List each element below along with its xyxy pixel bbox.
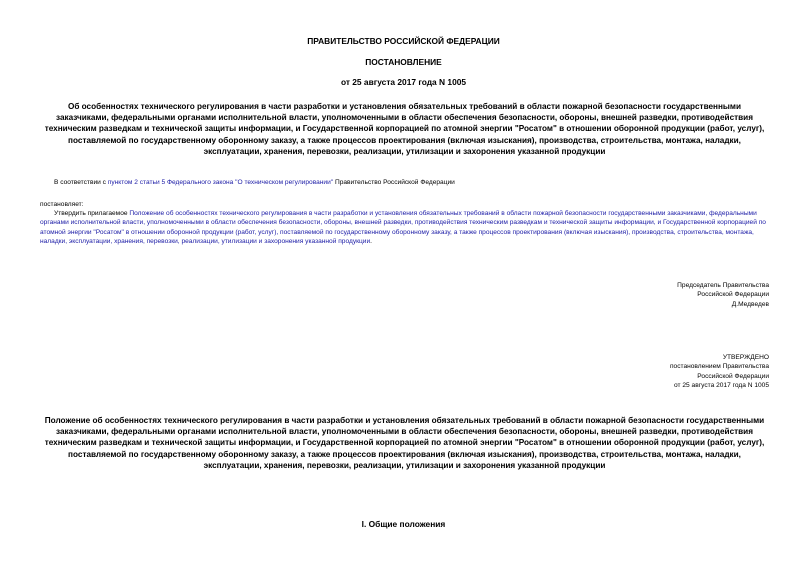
- approved-label: УТВЕРЖДЕНО: [722, 354, 769, 361]
- approved-block: [469, 353, 769, 391]
- regulation-title: Положение об особенностях технического регулирования в части разработки и установления обязательных требований в области пожарной безопасности государственными заказчиками, федеральными органами исполнительной власти, уполномоченными в области обеспечения безопасности, обороны, внешней разведки, противодействия техническим разведкам и технической защиты информации, и Государственной корпорацией по атомной энергии "Росатом" в отношении оборонной продукции (работ, услуг), поставляемой по государственному оборонному заказу, а также процессов проектирования (включая изыскания), производства, строительства, монтажа, наладки, эксплуатации, хранения, перевозки, реализации, утилизации и захоронения указанной продукции: [44, 416, 765, 470]
- approved-country: Российской Федерации: [697, 372, 769, 380]
- government-heading: ПРАВИТЕЛЬСТВО РОССИЙСКОЙ ФЕДЕРАЦИИ: [307, 36, 500, 46]
- resolves-text: постановляет:: [40, 201, 84, 208]
- preamble-prefix: В соответствии с: [54, 179, 108, 186]
- decree-date-number: от 25 августа 2017 года N 1005: [340, 77, 467, 87]
- approved-by: постановлением Правительства: [669, 363, 769, 371]
- signature-country: Российской Федерации: [697, 291, 769, 299]
- preamble-paragraph: [54, 178, 774, 187]
- signature-position: Председатель Правительства: [677, 282, 769, 289]
- federal-law-link[interactable]: пунктом 2 статьи 5 Федерального закона "О техническом регулировании": [107, 179, 334, 186]
- regulation-link[interactable]: Положение об особенностях технического регулирования в части разработки и установления обязательных требований в области пожарной безопасности государственными заказчиками, федеральными органами исполнительной власти, уполномоченными в области обеспечения безопасности, обороны, внешней разведки, противодействия техническим разведкам и технической защиты информации, и Государственной корпорацией по атомной энергии "Росатом" в отношении оборонной продукции (работ, услуг), поставляемой по государственному оборонному заказу, а также процессов проектирования (включая изыскания), производства, строительства, монтажа, наладки, эксплуатации, хранения, перевозки, реализации, утилизации и захоронения указанной продукции: [40, 210, 766, 245]
- approved-date: от 25 августа 2017 года N 1005: [674, 382, 769, 390]
- signature-name: Д.Медведев: [731, 300, 769, 308]
- approve-suffix: .: [370, 237, 372, 245]
- approve-paragraph: [40, 209, 773, 246]
- decree-title: Об особенностях технического регулирования в части разработки и установления обязательных требований в области пожарной безопасности государственными заказчиками, федеральными органами исполнительной власти, уполномоченными в области обеспечения безопасности, обороны, внешней разведки, противодействия техническим разведкам и технической защиты информации, и Государственной корпорацией по атомной энергии "Росатом" в отношении оборонной продукции (работ, услуг), поставляемой по государственному оборонному заказу, а также процессов проектирования (включая изыскания), производства, строительства, монтажа, наладки, эксплуатации, хранения, перевозки, реализации, утилизации и захоронения указанной продукции: [44, 102, 765, 156]
- signature-block: [469, 281, 769, 309]
- approve-prefix: Утвердить прилагаемое: [54, 210, 130, 217]
- preamble-suffix: Правительство Российской Федерации: [333, 179, 455, 186]
- section-heading: I. Общие положения: [361, 519, 446, 529]
- doc-type-heading: ПОСТАНОВЛЕНИЕ: [365, 57, 442, 67]
